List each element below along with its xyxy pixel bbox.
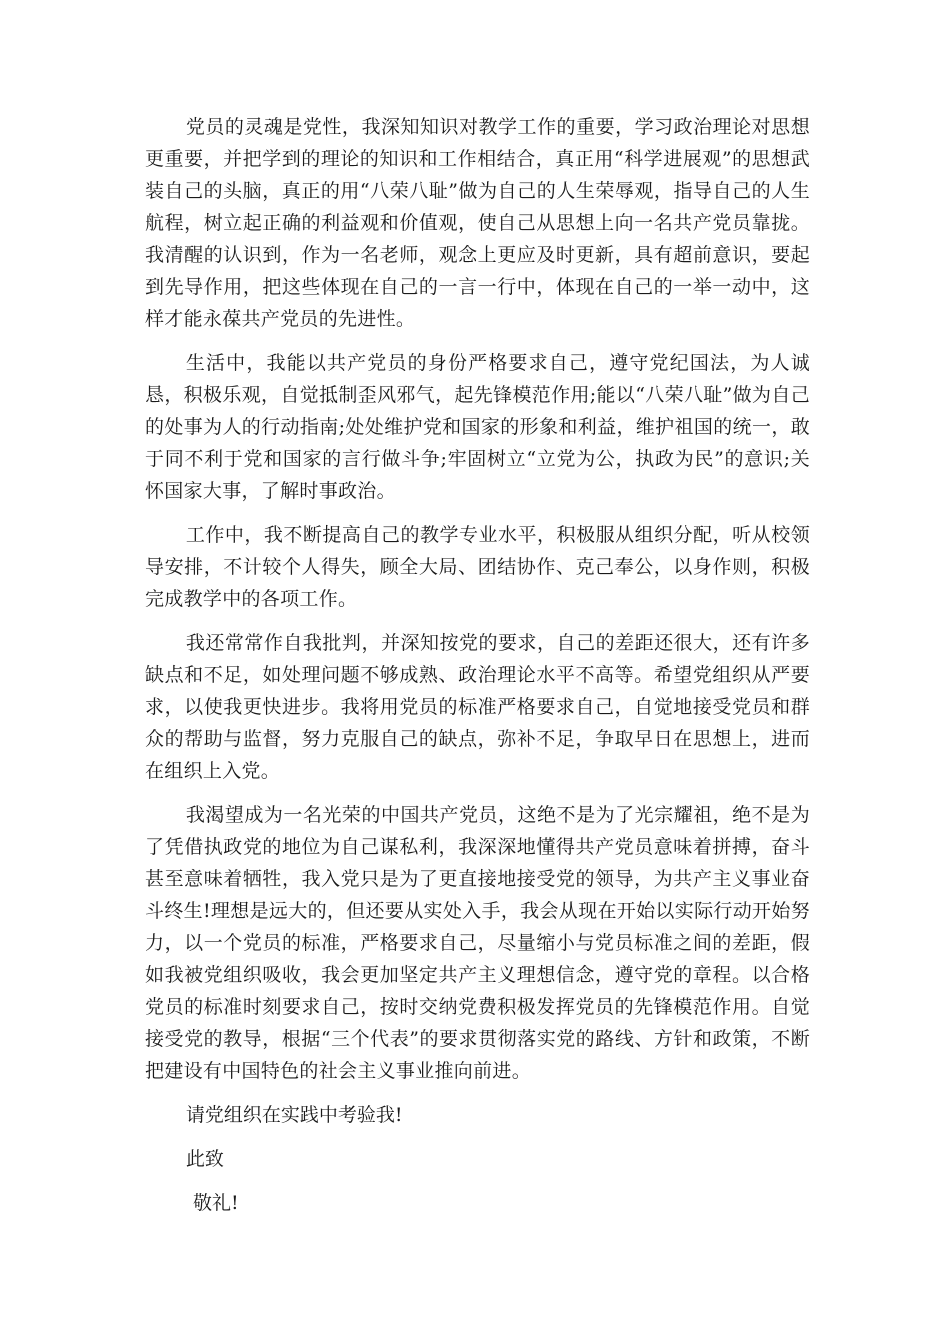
closing-request: 请党组织在实践中考验我! — [185, 1104, 403, 1126]
document-body — [145, 111, 810, 1219]
closing-zhi: 此致 — [185, 1148, 224, 1170]
paragraph-party-spirit: 党员的灵魂是党性，我深知知识对教学工作的重要，学习政治理论对思想更重要，并把学到的理论的知识和工作相结合，真正用“科学进展观”的思想武装自己的头脑，真正的用“八荣八耻”做为自己的人生荣辱观，指导自己的人生航程，树立起正确的利益观和价值观，使自己从思想上向一名共产党员靠拢。我清醒的认识到，作为一名老师，观念上更应及时更新，具有超前意识，要起到先导作用，把这些体现在自己的一言一行中，体现在自己的一举一动中，这样才能永葆共产党员的先进性。 — [145, 116, 810, 330]
paragraph-aspiration: 我渴望成为一名光荣的中国共产党员，这绝不是为了光宗耀祖，绝不是为了凭借执政党的地位为自己谋私利，我深深地懂得共产党员意味着拼搏，奋斗甚至意味着牺牲，我入党只是为了更直接地接受党的领导，为共产主义事业奋斗终生!理想是远大的，但还要从实处入手，我会从现在开始以实际行动开始努力，以一个党员的标准，严格要求自己，尽量缩小与党员标准之间的差距，假如我被党组织吸收，我会更加坚定共产主义理想信念，遵守党的章程。以合格党员的标准时刻要求自己，按时交纳党费积极发挥党员的先锋模范作用。自觉接受党的教导，根据“三个代表”的要求贯彻落实党的路线、方针和政策，不断把建设有中国特色的社会主义事业推向前进。 — [145, 804, 810, 1082]
paragraph-daily-life: 生活中，我能以共产党员的身份严格要求自己，遵守党纪国法，为人诚恳，积极乐观，自觉抵制歪风邪气，起先锋模范作用;能以“八荣八耻”做为自己的处事为人的行动指南;处处维护党和国家的形象和利益，维护祖国的统一，敢于同不利于党和国家的言行做斗争;牢固树立“立党为公，执政为民”的意识;关怀国家大事，了解时事政治。 — [145, 352, 810, 502]
paragraph-work: 工作中，我不断提高自己的教学专业水平，积极服从组织分配，听从校领导安排，不计较个人得失，顾全大局、团结协作、克己奉公，以身作则，积极完成教学中的各项工作。 — [145, 524, 810, 610]
paragraph-self-criticism: 我还常常作自我批判，并深知按党的要求，自己的差距还很大，还有许多缺点和不足，如处理问题不够成熟、政治理论水平不高等。希望党组织从严要求，以使我更快进步。我将用党员的标准严格要求自己，自觉地接受党员和群众的帮助与监督，努力克服自己的缺点，弥补不足，争取早日在思想上，进而在组织上入党。 — [145, 632, 810, 782]
closing-salute: 敬礼! — [193, 1192, 239, 1214]
